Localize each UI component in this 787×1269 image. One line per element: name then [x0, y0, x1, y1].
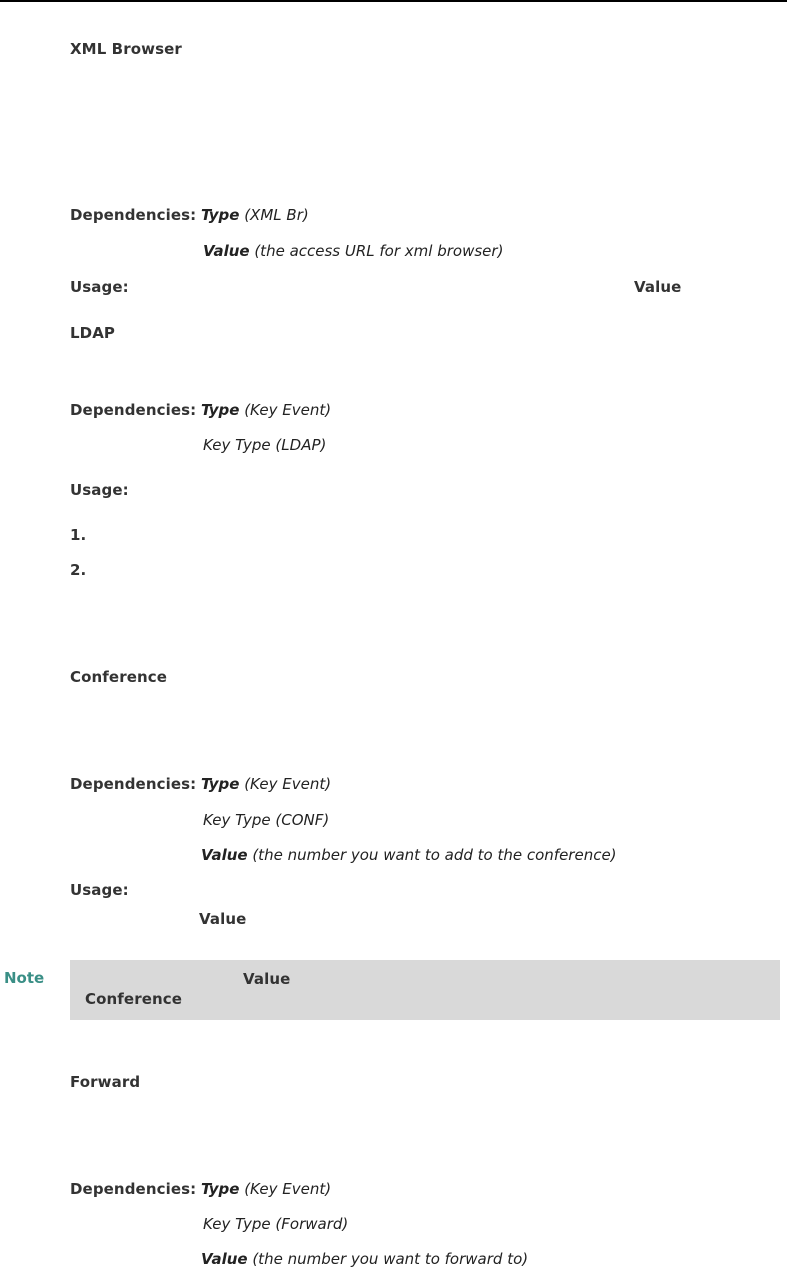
forward-heading: Forward — [70, 1073, 141, 1091]
conference-dep-value — [201, 846, 617, 864]
dep-rest: (the access URL for xml browser) — [249, 242, 504, 260]
ldap-heading: LDAP — [70, 324, 116, 342]
dep-bold: Value — [203, 242, 250, 260]
ldap-usage-label: Usage: — [70, 481, 129, 499]
conference-usage-label: Usage: — [70, 881, 129, 899]
top-rule — [0, 0, 787, 2]
dep-rest: (the number you want to add to the conference) — [247, 846, 617, 864]
xml-browser-dep-value — [203, 242, 503, 260]
note-value-word: Value — [243, 970, 291, 988]
forward-dep-value — [201, 1250, 528, 1268]
dep-bold: Type — [201, 206, 240, 224]
dep-bold: Value — [201, 846, 248, 864]
ldap-step-1: 1. — [70, 526, 87, 544]
conference-dep-type — [201, 775, 331, 793]
dep-rest: (Key Event) — [239, 775, 332, 793]
note-conference-word: Conference — [85, 990, 183, 1008]
ldap-dep-type — [201, 401, 331, 419]
note-label: Note — [4, 969, 45, 987]
ldap-step-2: 2. — [70, 561, 87, 579]
forward-dep-key-type: Key Type (Forward) — [203, 1215, 349, 1233]
ldap-dependencies-label: Dependencies: — [70, 401, 197, 419]
conference-dep-key-type: Key Type (CONF) — [203, 811, 330, 829]
dep-bold: Type — [201, 401, 240, 419]
conference-usage-value-word: Value — [199, 910, 247, 928]
dep-rest: (the number you want to forward to) — [247, 1250, 529, 1268]
ldap-dep-key-type: Key Type (LDAP) — [203, 436, 327, 454]
xml-browser-usage-value-word: Value — [634, 278, 682, 296]
note-box — [70, 960, 780, 1020]
dep-bold: Type — [201, 775, 240, 793]
forward-dependencies-label: Dependencies: — [70, 1180, 197, 1198]
dep-rest: (XML Br) — [239, 206, 309, 224]
xml-browser-heading: XML Browser — [70, 40, 182, 58]
xml-browser-dep-type — [201, 206, 309, 224]
dep-bold: Value — [201, 1250, 248, 1268]
conference-dependencies-label: Dependencies: — [70, 775, 197, 793]
forward-dep-type — [201, 1180, 331, 1198]
dep-rest: (Key Event) — [239, 401, 332, 419]
dep-bold: Type — [201, 1180, 240, 1198]
dep-rest: (Key Event) — [239, 1180, 332, 1198]
conference-heading: Conference — [70, 668, 168, 686]
xml-browser-dependencies-label: Dependencies: — [70, 206, 197, 224]
xml-browser-usage-label: Usage: — [70, 278, 129, 296]
